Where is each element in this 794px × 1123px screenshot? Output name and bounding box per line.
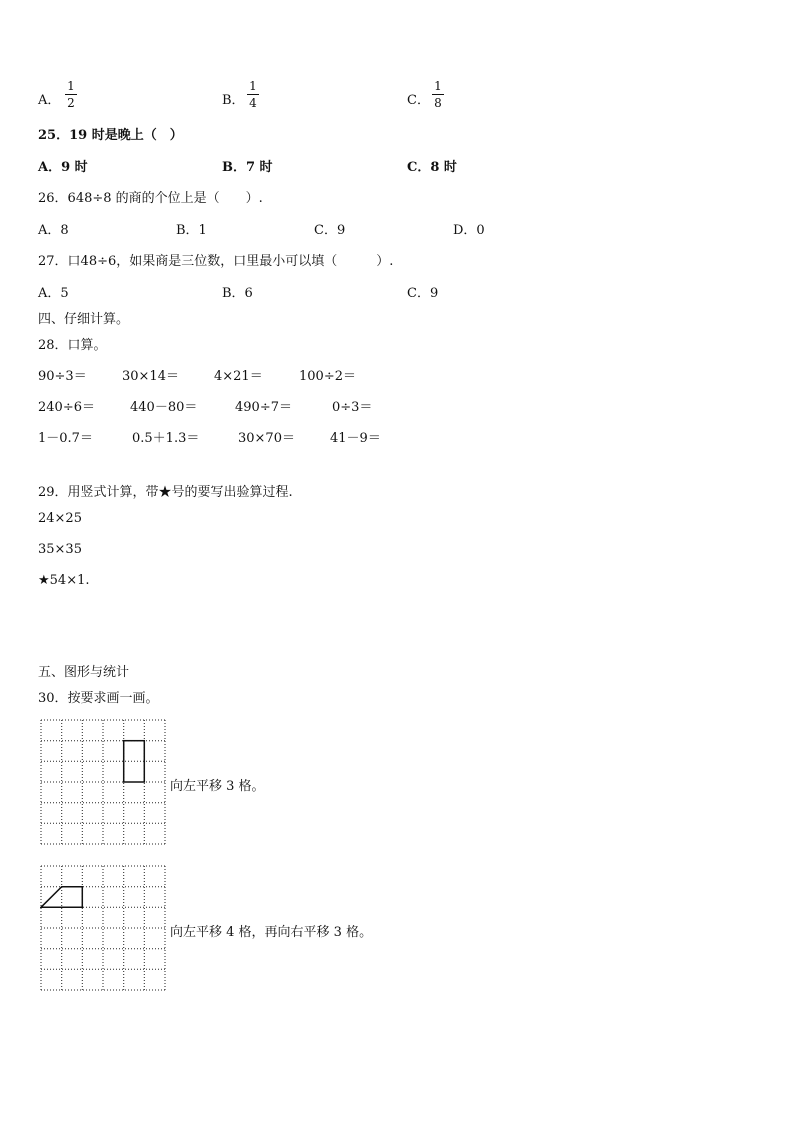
q28-r3-c1: 1－0.7＝: [38, 431, 93, 446]
q24-a-denominator: 2: [67, 96, 75, 110]
q27-question: 27．口48÷6，如果商是三位数，口里最小可以填（ ）.: [38, 254, 394, 269]
q28-question: 28．口算。: [38, 338, 107, 353]
q24-option-c: [407, 89, 430, 108]
q25-option-c: C．8 时: [407, 160, 457, 175]
q28-r1-c1: 90÷3＝: [38, 369, 87, 384]
q24-c-denominator: 8: [434, 96, 442, 110]
grid-2-caption: 向左平移 4 格，再向右平移 3 格。: [170, 925, 373, 940]
q28-r1-c4: 100÷2＝: [299, 369, 356, 384]
q28-r2-c4: 0÷3＝: [332, 400, 373, 415]
q28-r3-c4: 41－9＝: [330, 431, 381, 446]
q24-b-numerator: 1: [249, 79, 257, 93]
q28-r2-c3: 490÷7＝: [235, 400, 292, 415]
q25-option-b: B．7 时: [222, 160, 273, 175]
q28-r2-c1: 240÷6＝: [38, 400, 95, 415]
q24-b-denominator: 4: [249, 96, 257, 110]
q27-option-b: B．6: [222, 286, 253, 301]
q30-question: 30．按要求画一画。: [38, 691, 159, 706]
q26-option-c: C．9: [314, 223, 346, 238]
section-5-heading: 五、图形与统计: [38, 665, 130, 680]
q24-option-b: [222, 89, 245, 108]
q28-r1-c3: 4×21＝: [214, 369, 263, 384]
grid-1: [40, 719, 166, 845]
q28-r1-c2: 30×14＝: [122, 369, 179, 384]
q26-question: 26．648÷8 的商的个位上是（ ）.: [38, 191, 263, 206]
q27-option-a: A．5: [38, 286, 69, 301]
q24-option-a-fraction: [64, 79, 78, 110]
q28-r3-c2: 0.5＋1.3＝: [132, 431, 200, 446]
q24-c-numerator: 1: [434, 79, 442, 93]
q24-a-numerator: 1: [67, 79, 75, 93]
q24-option-a: [38, 89, 60, 108]
q25-question: 25．19 时是晚上（ ）: [38, 128, 183, 143]
q29-question: 29．用竖式计算，带★号的要写出验算过程.: [38, 485, 293, 500]
grid-1-caption: 向左平移 3 格。: [170, 779, 265, 794]
q26-option-d: D．0: [453, 223, 485, 238]
q27-option-c: C．9: [407, 286, 439, 301]
section-4-heading: 四、仔细计算。: [38, 312, 130, 327]
q26-option-b: B．1: [176, 223, 207, 238]
q24-option-c-label: C．: [407, 93, 430, 108]
q26-option-a: A．8: [38, 223, 69, 238]
q24-option-c-fraction: [431, 79, 445, 110]
q24-option-a-label: A．: [38, 93, 61, 108]
q24-option-b-label: B．: [222, 93, 245, 108]
q29-item-2: 35×35: [38, 542, 82, 557]
q29-item-1: 24×25: [38, 511, 82, 526]
q28-r3-c3: 30×70＝: [238, 431, 295, 446]
q29-item-3: ★54×1.: [38, 573, 90, 588]
grid-2: [40, 865, 166, 991]
q25-option-a: A．9 时: [38, 160, 88, 175]
q28-r2-c2: 440－80＝: [130, 400, 198, 415]
q24-option-b-fraction: [246, 79, 260, 110]
